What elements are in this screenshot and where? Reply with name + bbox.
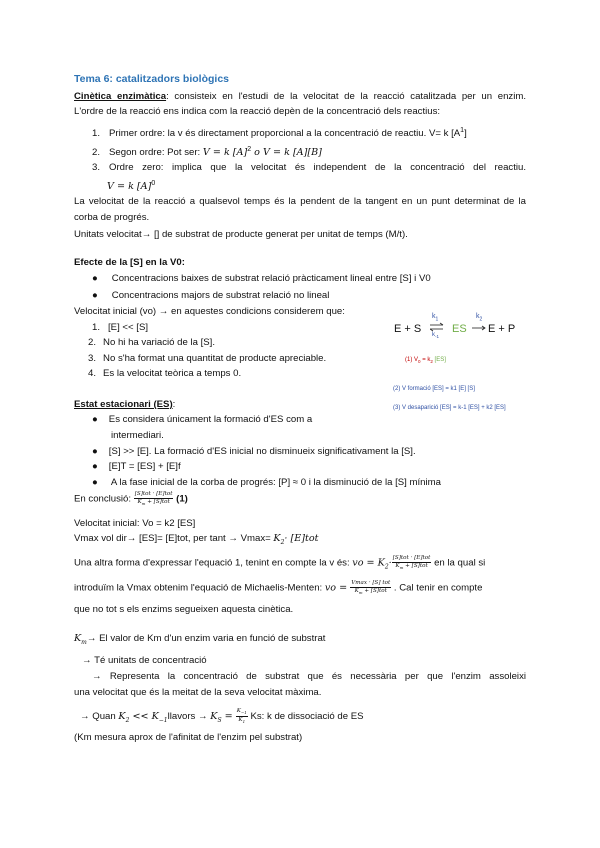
k1-text: k: [432, 313, 436, 320]
km1-sub: -1: [435, 334, 440, 340]
order-math: V = k [A]: [202, 147, 248, 159]
order-sup: 0: [151, 180, 156, 187]
order-num: 3.: [92, 162, 101, 173]
steady-bullet: [92, 460, 181, 473]
order-sup: 2: [247, 146, 252, 153]
condition-item: [88, 367, 241, 380]
fraction-numerator: [236, 708, 248, 717]
alt-line-3: que no tot s els enzims segueixen aquesta cinètica.: [74, 604, 294, 615]
km-text: Ks: k de dissociació de ES: [247, 711, 364, 723]
km-line-3: → Representa la concentració de substrat que és necessària per que l'enzim assoleixi: [92, 671, 526, 682]
v0-intro: Velocitat inicial (vo) → en aquestes condicions considerem que:: [74, 306, 345, 317]
condition-num: 3.: [88, 353, 97, 364]
order-sup: 1: [460, 127, 465, 134]
den-k: K: [238, 717, 243, 724]
fraction-denominator: [392, 563, 432, 571]
bullet-icon: ●: [92, 461, 98, 472]
intro-term: Cinètica enzimàtica: [74, 91, 167, 102]
alt-math-sub: 2: [384, 563, 389, 571]
bullet-icon: ●: [92, 273, 98, 284]
vinit-tail: · [E]tot: [284, 533, 319, 544]
eq1-end: = k: [420, 357, 431, 363]
den-tail: + [S]tot: [403, 563, 428, 569]
km-text: → El valor de Km d'un enzim varia en funció de substrat: [86, 633, 326, 644]
eq1-k-sub: 2: [430, 359, 433, 365]
order-2: [92, 143, 322, 159]
den-sub: 1: [242, 719, 246, 725]
k2-label: [476, 313, 482, 322]
units-line: Unitats velocitat→ [] de substrat de producte generat per unitat de temps (M/t).: [74, 229, 408, 240]
bullet-icon: ●: [92, 477, 98, 488]
den-k: K: [395, 563, 400, 569]
km-math: << K: [129, 711, 159, 723]
vinit-k-sub: 2: [280, 538, 285, 546]
alt-math: vo =: [324, 582, 351, 594]
order-num: 2.: [92, 147, 101, 159]
condition-item: [92, 321, 148, 334]
km-math-sub: −1: [158, 717, 168, 725]
bullet-text: Concentracions baixes de substrat relació pràcticament lineal entre [S] i V0: [111, 273, 431, 284]
condition-item: [88, 352, 326, 365]
km-math: =: [221, 711, 236, 723]
bullet-text: [E]T = [ES] + [E]f: [108, 461, 181, 472]
k2-text: k: [476, 313, 480, 320]
condition-text: No hi ha variació de la [S].: [103, 337, 216, 348]
km-math-sub: S: [217, 717, 222, 725]
condition-text: [E] << [S]: [108, 322, 149, 333]
bullet-icon: ●: [92, 414, 98, 425]
order-3: [92, 161, 526, 174]
num-sub: −1: [240, 710, 247, 716]
km-line-2: → Té unitats de concentració: [82, 655, 207, 666]
alt-text-end: . Cal tenir en compte: [391, 582, 483, 594]
alt-math: vo = K: [352, 557, 385, 569]
km-line-4: una velocitat que és la meitat de la seva velocitat màxima.: [74, 687, 322, 698]
steady-bullet: [92, 445, 416, 458]
den-k: K: [137, 499, 142, 505]
k1-label: [432, 313, 438, 322]
conclusion-label: En conclusió:: [74, 493, 134, 505]
num-k: K: [236, 708, 241, 714]
bullet-icon: ●: [92, 290, 98, 301]
steady-colon: :: [172, 399, 176, 410]
conclusion-line: [74, 491, 188, 507]
km-line-1: [74, 632, 325, 649]
km-text: llavors →: [167, 711, 211, 723]
den-sub: m: [399, 565, 404, 571]
order-end: ]: [464, 128, 467, 140]
k-minus1-label: [432, 332, 439, 339]
order-text: Ordre zero: implica que la velocitat és independent de la concentració del reactiu.: [109, 162, 526, 173]
vinit-k: K: [273, 533, 281, 544]
km-line-5: [80, 708, 364, 727]
km-math: K: [118, 711, 126, 723]
es-complex: ES: [452, 323, 467, 335]
bullet-text: A la fase inicial de la corba de progrés: [P] ≈ 0 i la disminució de la [S] mínima: [108, 477, 441, 488]
fraction-numerator: [S]tot · [E]tot: [392, 555, 431, 561]
effect-bullet: [92, 272, 431, 285]
intro-line-1: [74, 90, 526, 103]
steady-bullet: [92, 476, 441, 489]
eq1-sub: 0: [418, 359, 421, 365]
bullet-icon: ●: [92, 446, 98, 457]
steady-bullet-cont: intermediari.: [111, 430, 164, 441]
order-3-formula: [107, 177, 155, 193]
order-text: Segon ordre: Pot ser:: [109, 147, 203, 159]
den-sub: m: [141, 501, 146, 507]
den-tail: + [S]tot: [362, 588, 387, 594]
michaelis-menten-fraction: [350, 580, 391, 596]
fraction-denominator: [134, 499, 174, 507]
fraction-numerator: Vmax · [S] tot: [351, 580, 391, 586]
eq1-tail: [ES]: [432, 357, 446, 363]
steady-heading-text: Estat estacionari (ES): [74, 399, 173, 410]
alt-line-2: [74, 580, 482, 596]
effect-heading: Efecte de la [S] en la V0:: [74, 257, 185, 268]
km-math-sub: 2: [125, 717, 130, 725]
equation-tag: (1): [173, 493, 188, 505]
reaction-right: E + P: [488, 323, 516, 335]
forward-arrow-icon: [472, 325, 486, 331]
equilibrium-arrow-icon: [430, 322, 444, 332]
km1-text: k: [432, 332, 435, 338]
fraction-denominator: [236, 717, 248, 725]
order-mid: o: [251, 147, 264, 159]
condition-item: [88, 336, 215, 349]
order-text: Primer ordre: la v és directament proporcional a la concentració de reactiu. V= k [A: [109, 128, 461, 140]
slope-line-2: corba de progrés.: [74, 212, 150, 223]
equation-1: [405, 357, 446, 364]
condition-text: Es la velocitat teòrica a temps 0.: [103, 368, 242, 379]
equation-2: (2) V formació [ES] = k1 [E] [S]: [393, 386, 475, 392]
effect-bullet: [92, 289, 329, 302]
equation-3: (3) V desaparició [ES] = k-1 [ES] + k2 [ES]: [393, 405, 506, 411]
intro-text: : consisteix en l'estudi de la velocitat de la reacció catalitzada per un enzim.: [166, 91, 526, 102]
den-sub: m: [358, 590, 363, 596]
intro-line-2: L'ordre de la reacció ens indica com la reacció depèn de la concentració dels reactius:: [74, 106, 441, 117]
den-k: K: [354, 588, 359, 594]
km-text: → Quan: [80, 711, 119, 723]
fraction-numerator: [S]tot · [E]tot: [134, 491, 173, 497]
alt-text: introduïm la Vmax obtenim l'equació de Michaelis-Menten:: [74, 582, 325, 594]
vinit-text: Vmax vol dir→ [ES]= [E]tot, per tant → Vmax=: [74, 533, 274, 544]
alt-text: Una altra forma d'expressar l'equació 1, tenint en compte la v és:: [74, 557, 353, 569]
bullet-text: Concentracions majors de substrat relació no lineal: [111, 290, 330, 301]
km-symbol-sub: m: [81, 638, 87, 646]
k1-sub: 1: [435, 316, 439, 323]
page-title: Tema 6: catalitzadors biològics: [74, 73, 230, 85]
km-line-6: (Km mesura aprox de l'afinitat de l'enzim pel substrat): [74, 732, 303, 743]
condition-text: No s'ha format una quantitat de producte apreciable.: [103, 353, 327, 364]
condition-num: 1.: [92, 322, 101, 333]
steady-heading: [74, 398, 175, 411]
condition-num: 2.: [88, 337, 97, 348]
order-1: [92, 124, 467, 140]
bullet-text: Es considera únicament la formació d'ES com a: [108, 414, 313, 425]
km-math: K: [210, 711, 218, 723]
conclusion-fraction: [134, 491, 174, 507]
alt-line-1: Una altra forma d'expressar l'equació 1, tenint en compte la v és: vo = $K_2\cdot$ $\frac{\text{[S]tot · [E]tot}}{K_m + [S]tot}$ en la qual si: [74, 555, 486, 571]
bullet-text: [S] >> [E]. La formació d'ES inicial no disminueix significativament la [S].: [108, 446, 416, 457]
k2-sub: 2: [479, 316, 483, 323]
ks-fraction: [236, 708, 248, 725]
condition-num: 4.: [88, 368, 97, 379]
order-math: V = k [A][B]: [263, 147, 322, 159]
reaction-left: E + S: [394, 323, 422, 335]
alt-text-end: en la qual si: [431, 557, 486, 569]
eq1-text: (1) V: [405, 357, 419, 363]
alt-fraction-1: [392, 555, 432, 571]
slope-line-1: La velocitat de la reacció a qualsevol temps és la pendent de la tangent en un punt determinat de la: [74, 196, 526, 207]
km-symbol: K: [74, 633, 82, 644]
steady-bullet: [92, 413, 312, 426]
reaction-scheme: [394, 313, 554, 346]
fraction-denominator: [350, 588, 391, 596]
order-num: 1.: [92, 128, 101, 140]
vinit-line-1: Velocitat inicial: Vo = k2 [ES]: [74, 518, 196, 529]
vinit-line-2: [74, 532, 319, 549]
den-tail: + [S]tot: [145, 499, 170, 505]
order-math: V = k [A]: [107, 181, 152, 193]
